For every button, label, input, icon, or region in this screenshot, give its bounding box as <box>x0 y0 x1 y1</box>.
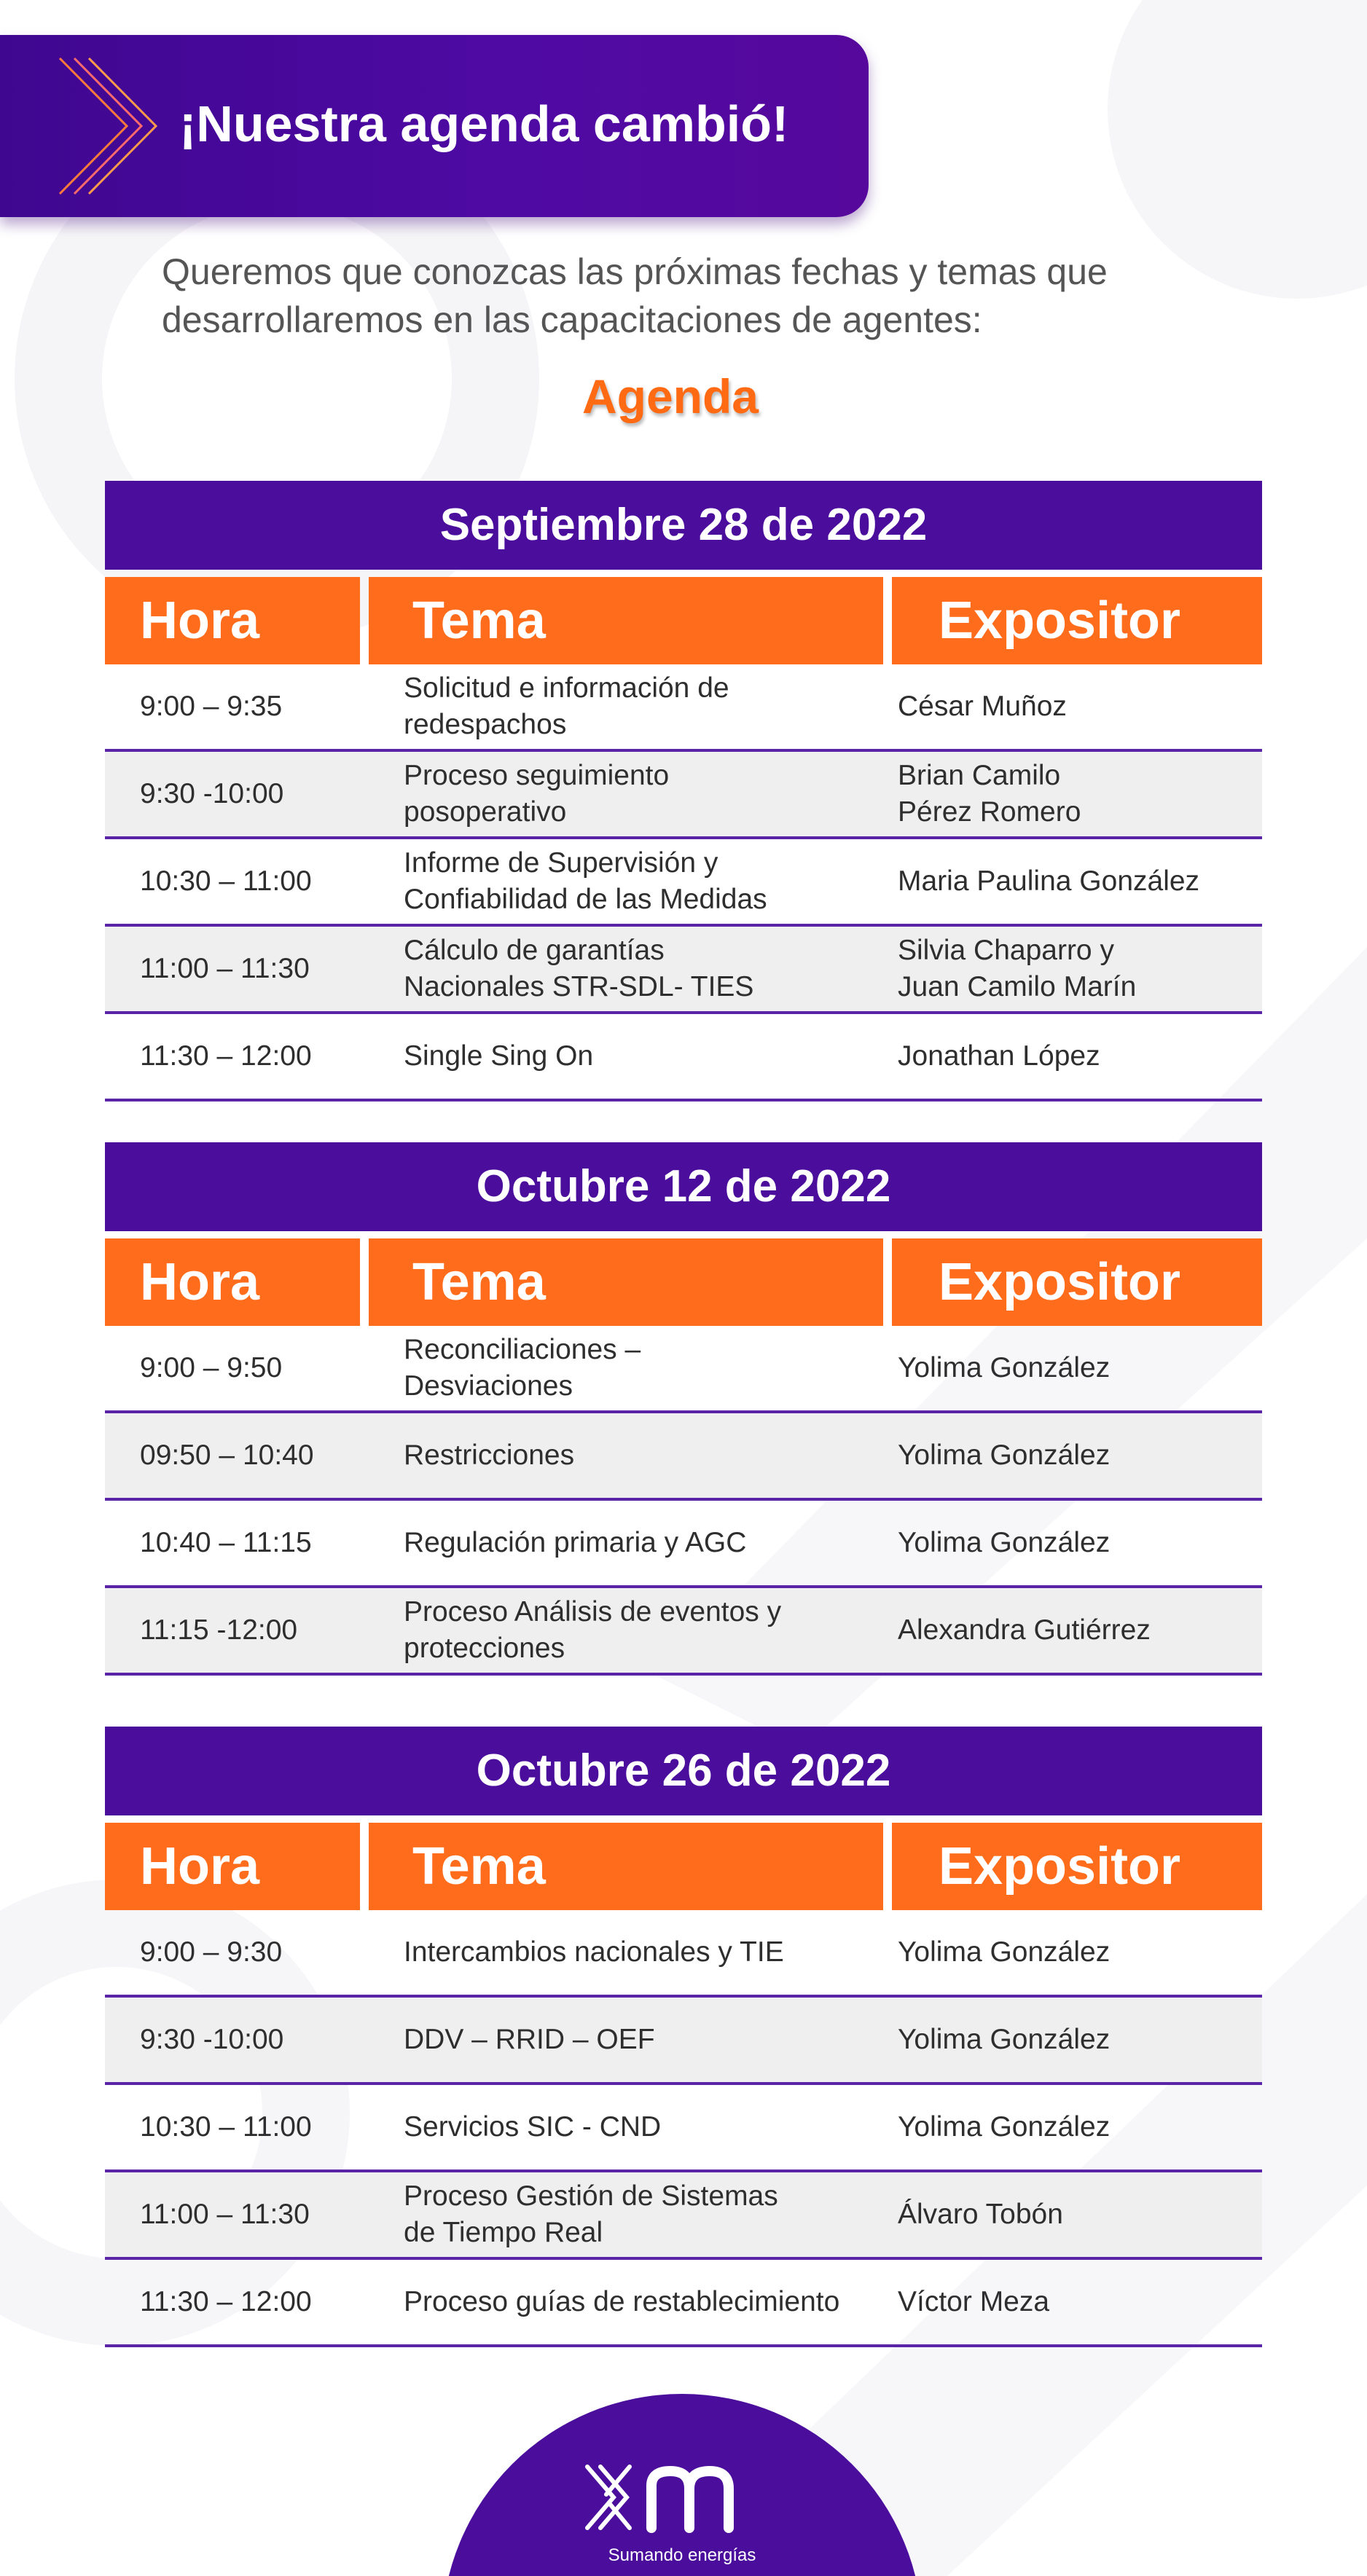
table-row <box>105 664 1262 752</box>
row-hora: 11:15 -12:00 <box>140 1614 298 1646</box>
footer-tagline: Sumando energías <box>608 2545 756 2565</box>
xm-logo-icon <box>584 2461 780 2534</box>
column-header-tema: Tema <box>369 1238 883 1326</box>
column-header-hora: Hora <box>105 1238 360 1326</box>
table-row <box>105 1014 1262 1102</box>
column-header-expositor: Expositor <box>892 1238 1262 1326</box>
row-expositor: Yolima González <box>898 1936 1111 1968</box>
column-header-expositor: Expositor <box>892 1823 1262 1910</box>
row-hora: 11:00 – 11:30 <box>140 953 310 984</box>
column-header-row <box>105 1823 1262 1910</box>
row-tema: Single Sing On <box>404 1040 594 1072</box>
column-header-hora: Hora <box>105 1823 360 1910</box>
row-hora: 10:30 – 11:00 <box>140 2111 312 2143</box>
schedule-table <box>105 1142 1262 1676</box>
table-row <box>105 1998 1262 2085</box>
row-tema: Restricciones <box>404 1440 575 1471</box>
row-expositor: Maria Paulina González <box>898 865 1200 897</box>
row-tema: Proceso seguimiento posoperativo <box>404 760 670 828</box>
row-tema: Solicitud e información de redespachos <box>404 672 729 740</box>
row-expositor: Jonathan López <box>898 1040 1100 1072</box>
table-row <box>105 927 1262 1014</box>
row-expositor: Yolima González <box>898 2024 1111 2055</box>
row-hora: 9:00 – 9:50 <box>140 1352 283 1383</box>
row-expositor: Víctor Meza <box>898 2286 1050 2317</box>
intro-text: Queremos que conozcas las próximas fechas y temas que desarrollaremos en las capacitaciones de agentes: <box>162 251 1108 340</box>
table-row <box>105 1413 1262 1501</box>
row-hora: 11:00 – 11:30 <box>140 2199 310 2230</box>
header-banner <box>0 35 869 217</box>
row-expositor: Yolima González <box>898 1527 1111 1558</box>
agenda-heading: Agenda <box>581 369 759 423</box>
row-tema: DDV – RRID – OEF <box>404 2024 655 2055</box>
row-hora: 9:30 -10:00 <box>140 778 284 809</box>
table-row <box>105 1501 1262 1588</box>
table-row <box>105 752 1262 839</box>
page-title: ¡Nuestra agenda cambió! <box>179 95 789 152</box>
footer-logo-area <box>442 2394 923 2576</box>
table-row <box>105 2085 1262 2172</box>
row-expositor: Brian Camilo Pérez Romero <box>898 760 1081 828</box>
row-tema: Proceso guías de restablecimiento <box>404 2286 840 2317</box>
column-header-tema: Tema <box>369 1823 883 1910</box>
row-expositor: Yolima González <box>898 2111 1111 2143</box>
row-expositor: Yolima González <box>898 1352 1111 1383</box>
column-header-row <box>105 577 1262 664</box>
table-row <box>105 2172 1262 2260</box>
row-expositor: César Muñoz <box>898 691 1067 722</box>
table-row <box>105 839 1262 927</box>
row-tema: Intercambios nacionales y TIE <box>404 1936 784 1968</box>
row-tema: Informe de Supervisión y Confiabilidad de las Medidas <box>404 847 767 915</box>
row-tema: Proceso Gestión de Sistemas de Tiempo Real <box>404 2180 778 2248</box>
table-row <box>105 2260 1262 2347</box>
row-hora: 9:30 -10:00 <box>140 2024 284 2055</box>
table-row <box>105 1588 1262 1676</box>
column-header-tema: Tema <box>369 577 883 664</box>
row-expositor: Alexandra Gutiérrez <box>898 1614 1151 1646</box>
table-row <box>105 1326 1262 1413</box>
schedule-date: Septiembre 28 de 2022 <box>105 481 1262 570</box>
column-header-expositor: Expositor <box>892 577 1262 664</box>
row-tema: Reconciliaciones – Desviaciones <box>404 1334 641 1402</box>
chevrons-icon <box>57 55 159 197</box>
column-header-hora: Hora <box>105 577 360 664</box>
schedule-table <box>105 481 1262 1102</box>
row-hora: 9:00 – 9:30 <box>140 1936 283 1968</box>
row-hora: 11:30 – 12:00 <box>140 2286 312 2317</box>
row-expositor: Yolima González <box>898 1440 1111 1471</box>
schedule-date: Octubre 12 de 2022 <box>105 1142 1262 1231</box>
schedule-date: Octubre 26 de 2022 <box>105 1727 1262 1815</box>
row-hora: 10:30 – 11:00 <box>140 865 312 897</box>
row-expositor: Álvaro Tobón <box>898 2199 1063 2230</box>
row-hora: 9:00 – 9:35 <box>140 691 283 722</box>
row-hora: 09:50 – 10:40 <box>140 1440 314 1471</box>
row-hora: 10:40 – 11:15 <box>140 1527 312 1558</box>
row-tema: Proceso Análisis de eventos y protecciones <box>404 1596 782 1664</box>
table-row <box>105 1910 1262 1998</box>
schedule-table <box>105 1727 1262 2347</box>
row-hora: 11:30 – 12:00 <box>140 1040 312 1072</box>
column-header-row <box>105 1238 1262 1326</box>
row-expositor: Silvia Chaparro y Juan Camilo Marín <box>898 935 1137 1002</box>
row-tema: Regulación primaria y AGC <box>404 1527 747 1558</box>
row-tema: Cálculo de garantías Nacionales STR-SDL- TIES <box>404 935 754 1002</box>
row-tema: Servicios SIC - CND <box>404 2111 662 2143</box>
